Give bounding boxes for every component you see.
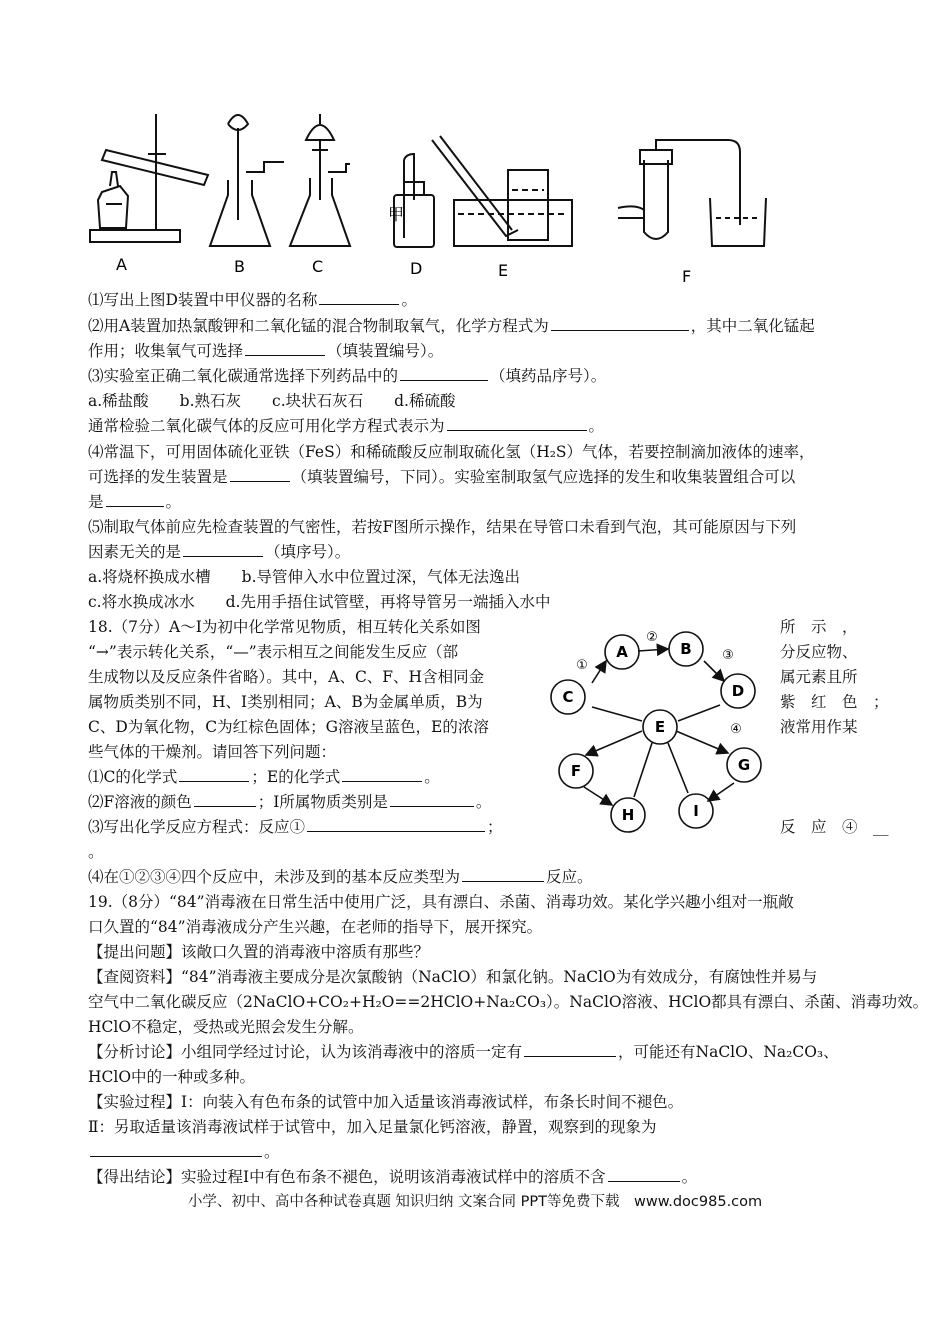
answer-blank[interactable] [307,815,485,832]
edge-e-d [678,705,720,721]
answer-blank[interactable] [390,790,474,807]
answer-blank[interactable] [400,364,488,381]
answer-blank[interactable] [342,765,422,782]
answer-blank[interactable] [608,1165,680,1182]
q17-p2-line1: ⑵用A装置加热氯酸钾和二氧化锰的混合物制取氧气，化学方程式为 ，其中二氧化锰起 [88,314,815,338]
label-e: E [498,261,509,280]
q19-discussion-2: HClO中的一种或多种。 [88,1068,256,1086]
answer-blank[interactable] [106,490,164,507]
q19-conclusion: 【得出结论】实验过程Ⅰ中有色布条不褪色，说明该消毒液试样中的溶质不含 。 [88,1165,697,1189]
q19-discussion: 【分析讨论】小组同学经过讨论，认为该消毒液中的溶质一定有 ，可能还有NaClO、Na₂CO₃、 [88,1040,839,1064]
q18-line4: 属物质类别不同，H、I类别相同；A、B为金属单质，B为 [88,693,483,711]
edge-e-h [634,743,652,797]
q17-p4-line3: 是 。 [88,490,181,514]
q19-reference-2: 空气中二氧化碳反应（2NaClO+CO₂+H₂O==2HClO+Na₂CO₃）。NaClO溶液、HClO都具有漂白、杀菌、消毒功效。 [88,993,929,1011]
apparatus-a [90,114,208,242]
q17-p3-options: a.稀盐酸 b.熟石灰 c.块状石灰石 d.稀硫酸 [88,392,456,410]
q19-reference-3: HClO不稳定，受热或光照会发生分解。 [88,1018,364,1036]
node-label-b: B [680,640,692,658]
edge-a-b [638,649,668,651]
edge-g-i [708,783,734,801]
edge-f-h [584,787,612,805]
edge-num-1: ① [576,658,588,673]
edge-e-f [586,731,642,755]
answer-blank[interactable] [551,314,689,331]
q18-line4-right: 紫 红 色 ； [780,693,889,711]
reaction-graph [548,625,780,840]
q18-line1-right: 所 示 ， [780,618,858,636]
q19-experiment-2: Ⅱ：另取适量该消毒液试样于试管中，加入足量氯化钙溶液，静置，观察到的现象为 [88,1118,657,1136]
q18-q2: ⑵F溶液的颜色 ；I所属物质类别是 。 [88,790,491,814]
label-d-part: 甲 [388,205,405,224]
edge-b-d [704,661,724,681]
node-label-d: D [731,682,745,700]
node-label-f: F [570,762,582,780]
node-label-c: C [562,688,574,706]
node-label-e: E [654,718,666,736]
q17-p2-line2: 作用；收集氧气可选择 （填装置编号）。 [88,339,443,363]
node-label-h: H [621,806,635,824]
q17-p5-line2: 因素无关的是 （填序号）。 [88,540,350,564]
label-b: B [234,257,245,276]
answer-blank[interactable] [90,1140,262,1157]
edge-c-e [592,707,642,721]
q17-p4-line1: ⑷常温下，可用固体硫化亚铁（FeS）和稀硫酸反应制取硫化氢（H₂S）气体，若要控制滴加液体的速率， [88,443,815,461]
q18-q4: ⑷在①②③④四个反应中，未涉及到的基本反应类型为 反应。 [88,865,593,889]
edge-c-a [592,661,606,683]
q17-p1: ⑴写出上图D装置中甲仪器的名称 。 [88,288,417,312]
answer-blank[interactable] [447,414,587,431]
q18-q1: ⑴C的化学式 ；E的化学式 。 [88,765,440,789]
edge-num-4: ④ [730,722,742,737]
answer-blank[interactable] [524,1040,616,1057]
q18-line1: 18.（7分）A～I为初中化学常见物质，相互转化关系如图 [88,618,481,636]
node-label-g: G [737,756,751,774]
q17-p5-option1: a.将烧杯换成水槽 b.导管伸入水中位置过深，气体无法逸出 [88,568,521,586]
q19-experiment-1: 【实验过程】Ⅰ：向装入有色布条的试管中加入适量该消毒液试样，布条长时间不褪色。 [88,1093,684,1111]
q19-line2: 口久置的“84”消毒液成分产生兴趣，在老师的指导下，展开探究。 [88,918,543,936]
edge-num-3: ③ [722,648,734,663]
q19-question: 【提出问题】该敞口久置的消毒液中溶质有那些？ [88,943,430,961]
q17-p3: ⑶实验室正确二氧化碳通常选择下列药品中的 （填药品序号）。 [88,364,606,388]
edge-e-i [668,743,688,793]
edge-num-2: ② [646,630,658,645]
apparatus-d [394,154,434,247]
q18-line5-right: 液常用作某 [780,718,858,736]
q17-p3-line3: 通常检验二氧化碳气体的反应可用化学方程式表示为 。 [88,414,604,438]
q17-p4-line2: 可选择的发生装置是 （填装置编号，下同）。实验室制取氢气应选择的发生和收集装置组合可以 [88,465,795,489]
answer-blank[interactable] [230,465,290,482]
q19-reference-1: 【查阅资料】“84”消毒液主要成分是次氯酸钠（NaClO）和氯化钠。NaClO为有效成分，有腐蚀性并易与 [88,968,818,986]
node-label-a: A [616,643,628,661]
apparatus-c [290,114,350,246]
q19-line1: 19.（8分）“84”消毒液在日常生活中使用广泛，具有漂白、杀菌、消毒功效。某化学兴趣小组对一瓶敞 [88,893,794,911]
answer-blank[interactable] [245,339,325,356]
q17-p5-line1: ⑸制取气体前应先检查装置的气密性，若按F图所示操作，结果在导管口未看到气泡，其可能原因与下列 [88,518,797,536]
apparatus-figure [88,100,878,285]
node-label-i: I [693,802,699,820]
q18-line5: C、D为氧化物，C为红棕色固体；G溶液呈蓝色，E的浓溶 [88,718,489,736]
label-c: C [312,257,324,276]
label-a: A [116,255,127,274]
answer-blank[interactable] [194,790,256,807]
q17-p5-option2: c.将水换成冰水 d.先用手捂住试管壁，再将导管另一端插入水中 [88,593,551,611]
answer-blank[interactable] [183,540,263,557]
q18-line2: “→”表示转化关系，“—”表示相互之间能发生反应（部 [88,643,459,661]
q18-line2-right: 分反应物、 [780,643,858,661]
apparatus-e [432,136,572,246]
answer-blank[interactable] [319,288,399,305]
edge-e-g [676,731,728,753]
q18-line6: 些气体的干燥剂。请回答下列问题： [88,743,337,761]
answer-blank[interactable] [179,765,249,782]
page-footer: 小学、初中、高中各种试卷真题 知识归纳 文案合同 PPT等免费下载 www.doc985.com [187,1194,763,1210]
q18-q3: ⑶写出化学反应方程式：反应① ； [88,815,503,839]
q18-line3-right: 属元素且所 [780,668,858,686]
label-f: F [682,267,692,285]
apparatus-f [618,140,766,246]
q19-experiment-answer: 。 [88,1140,280,1164]
apparatus-b [210,115,284,246]
q18-q3-cont: 。 [88,843,104,861]
answer-blank[interactable] [462,865,544,882]
label-d: D [410,259,423,278]
q18-line3: 生成物以及反应条件省略）。其中，A、C、F、H含相同金 [88,668,485,686]
q18-q3-right: 反 应 ④ __ [780,818,889,836]
